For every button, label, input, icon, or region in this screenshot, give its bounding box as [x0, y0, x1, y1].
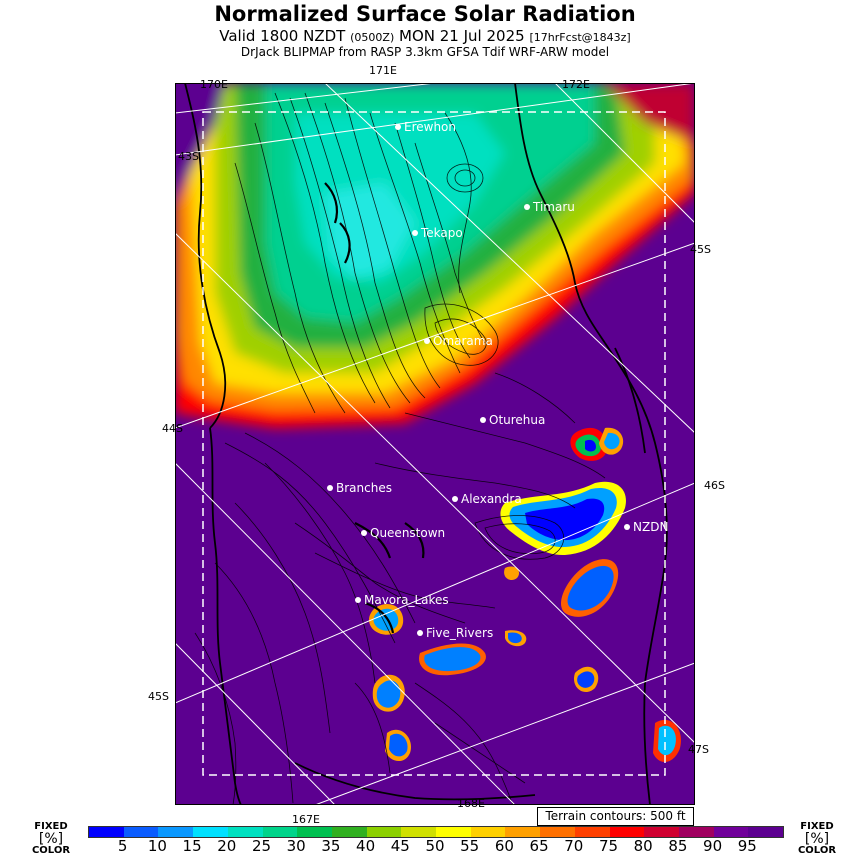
color-swatch — [124, 827, 159, 837]
color-swatch — [575, 827, 610, 837]
color-swatch — [228, 827, 263, 837]
terrain-contour-note: Terrain contours: 500 ft — [537, 807, 694, 826]
place-label: Mavora_Lakes — [364, 593, 449, 607]
color-scale-tick-label: 10 — [147, 837, 167, 855]
solar-radiation-map — [175, 83, 695, 805]
lat-label-47s: 47S — [688, 743, 709, 756]
lat-label-46s: 46S — [704, 479, 725, 492]
lat-label-44s: 44S — [162, 422, 183, 435]
color-scale-tick-label: 40 — [356, 837, 376, 855]
place-dot — [417, 630, 423, 636]
color-swatch — [332, 827, 367, 837]
color-scale-tick-label: 80 — [633, 837, 653, 855]
place-label: Five_Rivers — [426, 626, 494, 640]
color-scale-tick-label: 60 — [494, 837, 514, 855]
place-dot — [480, 417, 486, 423]
lon-label-168e: 168E — [457, 797, 485, 810]
valid-date: MON 21 Jul 2025 — [399, 27, 525, 45]
legend-fixed-left — [30, 822, 72, 856]
color-scale-tick-label: 30 — [286, 837, 306, 855]
color-swatch — [610, 827, 645, 837]
color-scale-tick-label: 85 — [668, 837, 688, 855]
forecast-info: [17hrFcst@1843z] — [529, 31, 631, 44]
color-swatch — [644, 827, 679, 837]
color-swatch — [714, 827, 749, 837]
color-scale-tick-label: 95 — [737, 837, 757, 855]
place-dot — [624, 524, 630, 530]
color-swatch — [158, 827, 193, 837]
color-scale-tick-label: 35 — [321, 837, 341, 855]
color-swatch — [297, 827, 332, 837]
place-label: Oturehua — [489, 413, 546, 427]
color-swatch — [679, 827, 714, 837]
place-label: Branches — [336, 481, 392, 495]
color-swatch — [505, 827, 540, 837]
color-scale-tick-label: 75 — [598, 837, 619, 855]
place-dot — [412, 230, 418, 236]
color-swatch — [89, 827, 124, 837]
color-swatch — [436, 827, 471, 837]
color-scale-tick-label: 50 — [425, 837, 445, 855]
place-label: Erewhon — [404, 120, 457, 134]
legend-fixed-right — [796, 822, 838, 856]
place-dot — [395, 124, 401, 130]
color-scale-tick-label: 90 — [703, 837, 723, 855]
color-scale-tick-label: 65 — [529, 837, 549, 855]
map-title: Normalized Surface Solar Radiation — [214, 2, 636, 26]
color-scale-tick-label: 5 — [117, 837, 128, 855]
lat-label-45s-right: 45S — [690, 243, 711, 256]
place-label: Tekapo — [421, 226, 463, 240]
model-line: DrJack BLIPMAP from RASP 3.3km GFSA Tdif WRF-ARW model — [240, 45, 610, 59]
lon-label-170e: 170E — [200, 78, 228, 91]
legend-color-label-right: COLOR — [797, 845, 837, 856]
color-swatch — [367, 827, 402, 837]
color-scale-tick-label: 20 — [217, 837, 237, 855]
place-label: Queenstown — [370, 526, 446, 540]
place-label: NZDN — [633, 520, 669, 534]
color-scale-tick-label: 15 — [182, 837, 202, 855]
color-scale-tick-label: 70 — [564, 837, 584, 855]
valid-time: Valid 1800 NZDT — [219, 27, 346, 45]
place-dot — [452, 496, 458, 502]
color-swatch — [401, 827, 436, 837]
legend-fixed-label-left: FIXED — [34, 821, 68, 832]
lon-label-171e: 171E — [369, 64, 397, 77]
color-swatch — [748, 827, 783, 837]
color-scale-tick-label: 45 — [390, 837, 410, 855]
color-swatch — [193, 827, 228, 837]
lat-label-45s-left: 45S — [148, 690, 169, 703]
place-dot — [524, 204, 530, 210]
color-swatch — [540, 827, 575, 837]
place-label: Timaru — [533, 200, 575, 214]
place-dot — [327, 485, 333, 491]
valid-time-line — [0, 27, 850, 45]
lat-label-43s: 43S — [178, 150, 199, 163]
place-label: Omarama — [433, 334, 493, 348]
place-label: Alexandra — [461, 492, 522, 506]
utc-time: (0500Z) — [350, 31, 395, 44]
color-scale-tick-label: 55 — [460, 837, 480, 855]
lon-label-167e: 167E — [292, 813, 320, 826]
place-dot — [424, 338, 430, 344]
legend-color-label-left: COLOR — [31, 845, 71, 856]
legend-unit-right: [%] — [804, 831, 830, 847]
place-dot — [361, 530, 367, 536]
place-dot — [355, 597, 361, 603]
color-swatch — [263, 827, 298, 837]
legend-unit-left: [%] — [38, 831, 64, 847]
color-scale-tick-label: 25 — [251, 837, 272, 855]
legend-fixed-label-right: FIXED — [800, 821, 834, 832]
lon-label-172e: 172E — [562, 78, 590, 91]
color-swatch — [471, 827, 506, 837]
